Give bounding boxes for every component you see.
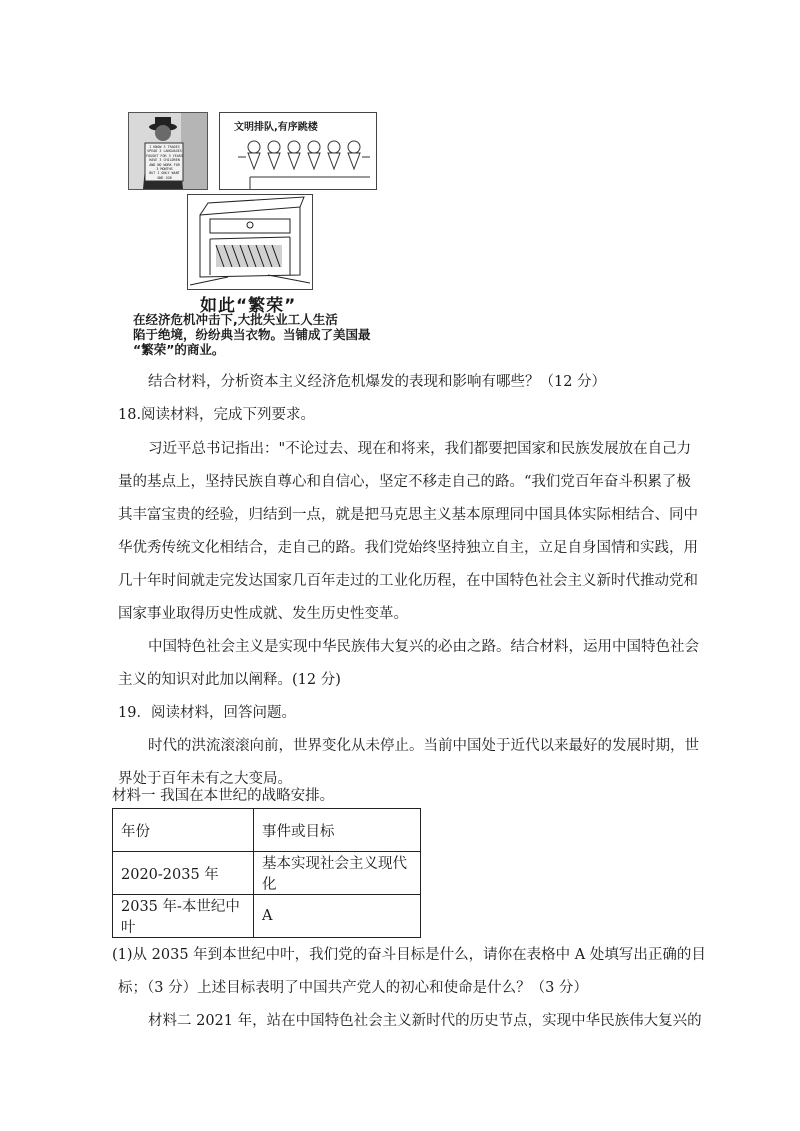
strategy-table [112,808,421,938]
q18-para2-line: 主义的知识对此加以阐释。(12 分) [118,672,341,688]
sign-text [146,145,183,180]
q17-prompt: 结合材料，分析资本主义经济危机爆发的表现和影响有哪些？（12 分） [148,374,607,390]
q18-para1-line: 习近平总书记指出："不论过去、现在和将来，我们都要把国家和民族发展放在自己力 [148,441,692,457]
q18-para1-line: 国家事业取得历史性成就、发生历史性变革。 [118,606,408,622]
queue-cartoon-drawing [220,113,376,189]
table-cell: 2020-2035 年 [113,852,254,895]
table-header-cell: 年份 [113,809,254,852]
table-cell: 2035 年-本世纪中叶 [113,895,254,938]
caption-line: 在经济危机冲击下,大批失业工人生活 [133,312,338,327]
q19-intro-line: 界处于百年未有之大变局。 [118,771,292,787]
sign-line: BUT I ONLY WANT [149,171,180,176]
q19-heading: 19．阅读材料，回答问题。 [118,705,296,721]
table-row [113,852,421,895]
figure-title: 如此“繁荣” [200,296,297,316]
q18-para1-line: 其丰富宝贵的经验，归结到一点，就是把马克思主义基本原理同中国具体实际相结合、同中 [118,507,698,523]
figure-caption [133,312,393,357]
pawnshop-cartoon [187,194,313,290]
q19-sub1-line: 标；（3 分）上述目标表明了中国共产党人的初心和使命是什么？（3 分） [118,980,588,996]
q19-intro-line: 时代的洪流滚滚向前，世界变化从未停止。当前中国处于近代以来最好的发展时期，世 [148,738,699,754]
table-cell: 基本实现社会主义现代化 [254,852,421,895]
sign-line: SPEAK 3 LANGUAGES [147,149,182,154]
sign-line: ONE JOB [157,175,172,180]
material1-title: 材料一 我国在本世纪的战略安排。 [112,788,335,804]
q18-para1-line: 几十年时间就走完发达国家几百年走过的工业化历程，在中国特色社会主义新时代推动党和 [118,573,698,589]
cartoon-caption: 文明排队,有序跳楼 [234,122,318,133]
caption-line: “繁荣”的商业。 [133,342,225,357]
pawnshop-drawing [188,195,312,289]
caption-line: 陷于绝境，纷纷典当衣物。当铺成了美国最 [133,327,371,342]
table-header-row [113,809,421,852]
queue-cartoon [219,112,377,190]
sign-line: I KNOW 3 TRADES [149,145,180,149]
table-cell: A [254,895,421,938]
table-header-cell: 事件或目标 [254,809,421,852]
sign-line: 3 MONTHS [156,167,173,172]
sign-line: AND NO WORK FOR [149,162,180,167]
table-row [113,895,421,938]
q18-para1-line: 华优秀传统文化相结合，走自己的路。我们党始终坚持独立自主，立足自身国情和实践，用 [118,540,698,556]
q19-sub1-line: (1)从 2035 年到本世纪中叶，我们党的奋斗目标是什么，请你在表格中 A 处填写出正确的目 [112,947,706,963]
q18-para2-line: 中国特色社会主义是实现中华民族伟大复兴的必由之路。结合材料，运用中国特色社会 [148,639,699,655]
q18-para1-line: 量的基点上，坚持民族自尊心和自信心，坚定不移走自己的路。“我们党百年奋斗积累了极 [118,474,691,490]
q18-heading: 18.阅读材料，完成下列要求。 [118,407,316,423]
material2-line: 材料二 2021 年，站在中国特色社会主义新时代的历史节点，实现中华民族伟大复兴的 [148,1013,702,1029]
sign-line: FOUGHT FOR 3 YEARS [146,153,183,158]
unemployed-man-photo [128,112,208,190]
sign-line: HAVE 3 CHILDREN [149,158,180,163]
